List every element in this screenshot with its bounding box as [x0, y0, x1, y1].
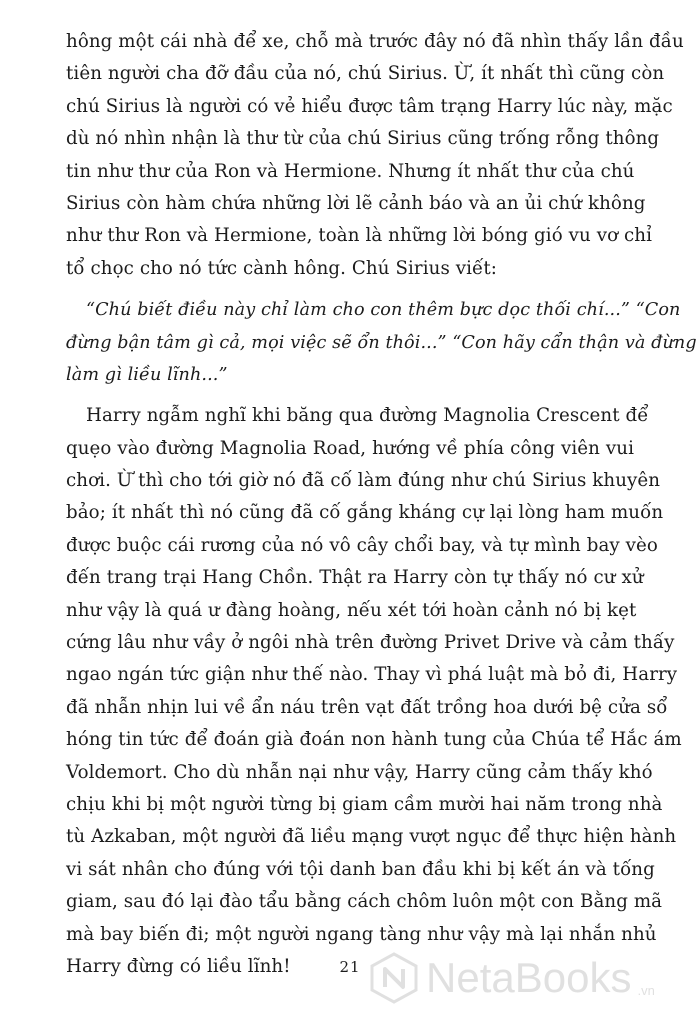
- paragraph-1: [66, 26, 684, 285]
- watermark: [368, 948, 698, 1008]
- text-line: bảo; ít nhất thì nó cũng đã cố gắng kháng cự lại lòng ham muốn: [66, 502, 664, 524]
- quote-block: [66, 294, 697, 391]
- text-line: tù Azkaban, một người đã liều mạng vượt ngục để thực hiện hành: [66, 826, 677, 848]
- text-line: chơi. Ừ thì cho tới giờ nó đã cố làm đúng như chú Sirius khuyên: [66, 470, 661, 492]
- page-body: [66, 26, 697, 983]
- text-line: tiên người cha đỡ đầu của nó, chú Sirius. Ừ, ít nhất thì cũng còn: [66, 63, 665, 85]
- text-line: Harry ngẫm nghĩ khi băng qua đường Magnolia Crescent để: [86, 405, 649, 427]
- netabooks-logo-icon: [368, 952, 420, 1004]
- text-line: ngao ngán tức giận như thế nào. Thay vì phá luật mà bỏ đi, Harry: [66, 664, 678, 686]
- text-line: hóng tin tức để đoán già đoán non hành tung của Chúa tể Hắc ám: [66, 729, 682, 751]
- text-line: đã nhẫn nhịn lui về ẩn náu trên vạt đất trồng hoa dưới bệ cửa sổ: [66, 696, 668, 718]
- text-line: dù nó nhìn nhận là thư từ của chú Sirius cũng trống rỗng thông: [66, 128, 660, 150]
- text-line: giam, sau đó lại đào tẩu bằng cách chôm luôn một con Bằng mã: [66, 891, 663, 913]
- text-line: quẹo vào đường Magnolia Road, hướng về phía công viên vui: [66, 437, 634, 459]
- text-line: mà bay biến đi; một người ngang tàng như vậy mà lại nhắn nhủ: [66, 923, 657, 945]
- text-line: vi sát nhân cho đúng với tội danh ban đầu khi bị kết án và tống: [66, 858, 655, 880]
- text-line: như thư Ron và Hermione, toàn là những lời bóng gió vu vơ chỉ: [66, 225, 653, 247]
- quote-line: đừng bận tâm gì cả, mọi việc sẽ ổn thôi...” “Con hãy cẩn thận và đừng: [66, 332, 697, 353]
- text-line: chịu khi bị một người từng bị giam cầm mười hai năm trong nhà: [66, 793, 663, 815]
- quote-line: làm gì liều lĩnh...”: [66, 364, 228, 385]
- text-line: cứng lâu như vầy ở ngôi nhà trên đường Privet Drive và cảm thấy: [66, 632, 675, 654]
- text-line: chú Sirius là người có vẻ hiểu được tâm trạng Harry lúc này, mặc: [66, 95, 673, 117]
- quote-line: “Chú biết điều này chỉ làm cho con thêm bực dọc thối chí...” “Con: [86, 300, 681, 321]
- text-line: Voldemort. Cho dù nhẫn nại như vậy, Harry cũng cảm thấy khó: [66, 761, 653, 783]
- text-line: như vậy là quá ư đàng hoàng, nếu xét tới hoàn cảnh nó bị kẹt: [66, 599, 637, 621]
- text-line: Sirius còn hàm chứa những lời lẽ cảnh báo và an ủi chứ không: [66, 192, 646, 214]
- text-line: tin như thư của Ron và Hermione. Nhưng ít nhất thư của chú: [66, 160, 635, 182]
- watermark-suffix: .vn: [637, 983, 655, 998]
- text-line: hông một cái nhà để xe, chỗ mà trước đây nó đã nhìn thấy lần đầu: [66, 31, 684, 52]
- page-number: 21: [339, 958, 361, 976]
- paragraph-2: [66, 400, 682, 983]
- watermark-text: NetaBooks: [426, 954, 632, 1001]
- text-line: tổ chọc cho nó tức cành hông. Chú Sirius viết:: [66, 257, 497, 279]
- text-line: Harry đừng có liều lĩnh!: [66, 955, 291, 977]
- text-line: được buộc cái rương của nó vô cây chổi bay, và tự mình bay vèo: [66, 534, 658, 556]
- text-line: đến trang trại Hang Chồn. Thật ra Harry còn tự thấy nó cư xử: [66, 567, 644, 589]
